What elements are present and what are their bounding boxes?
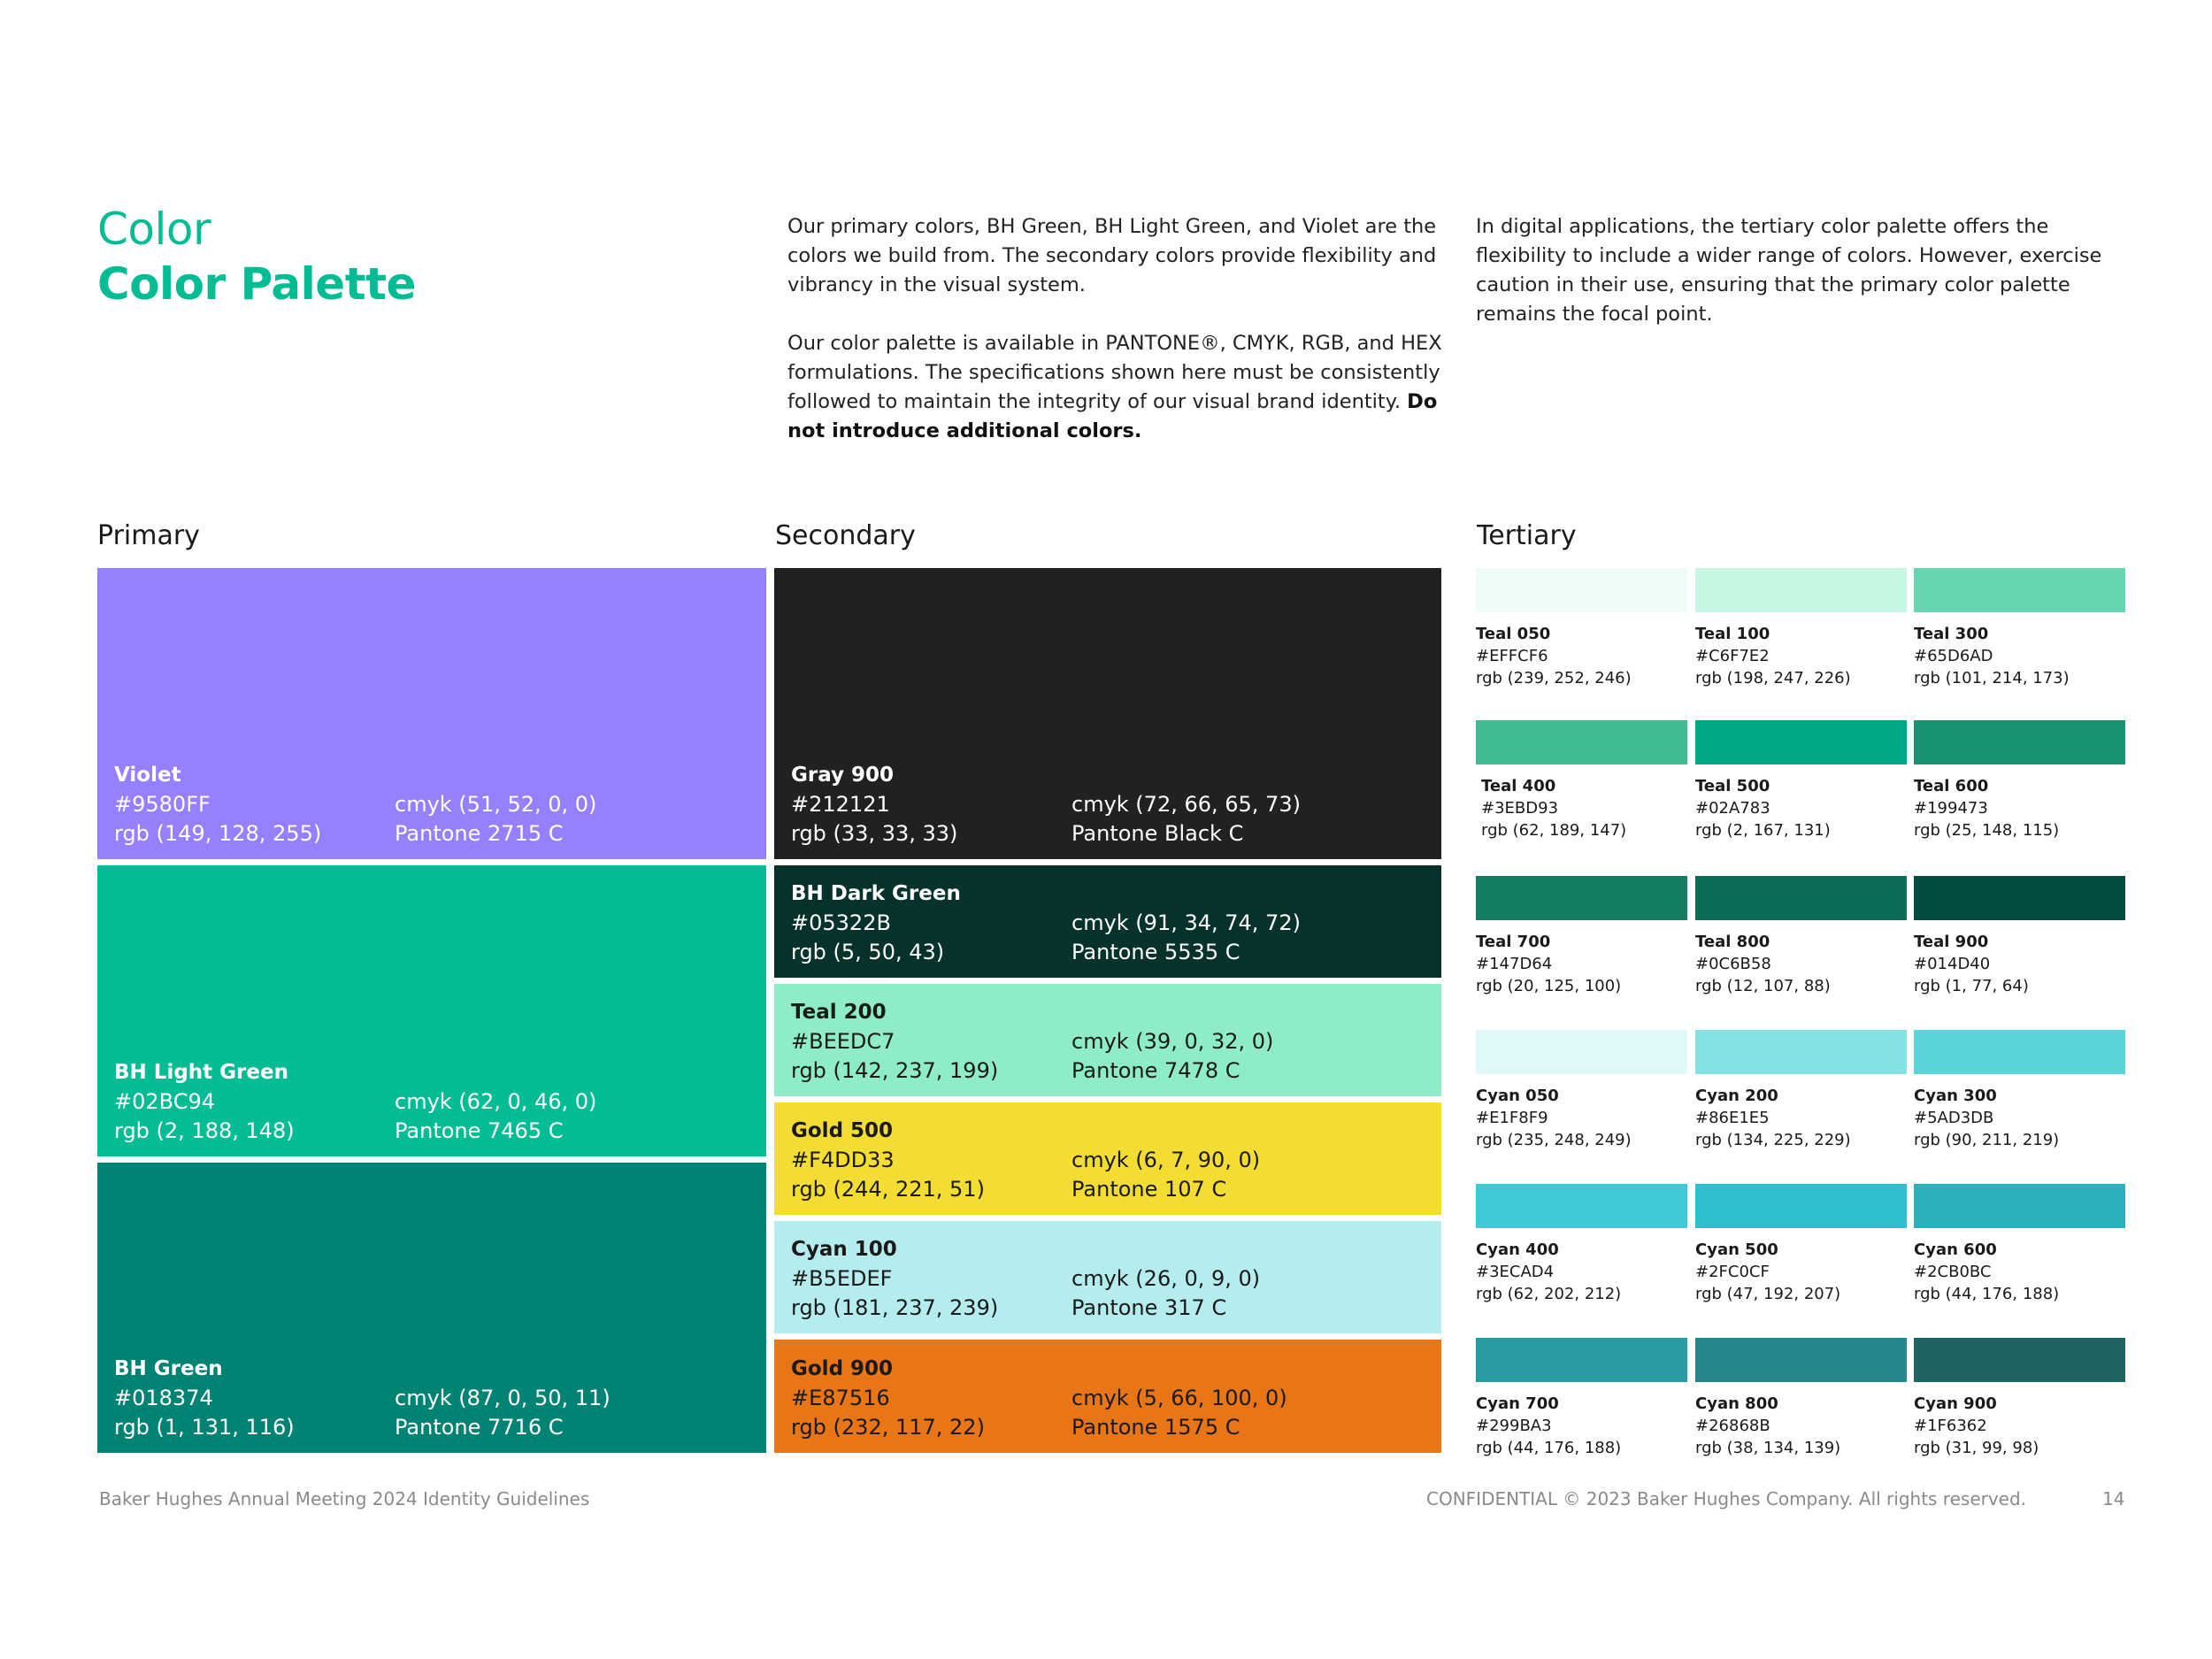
swatch-name: Gold 500 <box>791 1119 894 1142</box>
tertiary-swatch <box>1914 1030 2125 1151</box>
swatch-rgb: rgb (5, 50, 43) <box>791 940 945 964</box>
swatch-hex: #018374 <box>114 1386 213 1410</box>
swatch-hex: #C6F7E2 <box>1695 647 1770 665</box>
tertiary-swatch <box>1914 1338 2125 1459</box>
swatch-rgb: rgb (149, 128, 255) <box>114 821 322 846</box>
swatch-name: Cyan 200 <box>1695 1087 1778 1105</box>
swatch-rgb: rgb (1, 77, 64) <box>1914 977 2029 995</box>
swatch-name: Teal 500 <box>1695 777 1770 795</box>
swatch-rgb: rgb (62, 202, 212) <box>1476 1285 1622 1303</box>
swatch-rgb: rgb (90, 211, 219) <box>1914 1131 2060 1149</box>
swatch-pantone: Pantone 107 C <box>1071 1177 1227 1202</box>
color-chip <box>1695 876 1907 920</box>
swatch-pantone: Pantone 1575 C <box>1071 1415 1240 1440</box>
swatch-rgb: rgb (44, 176, 188) <box>1476 1439 1622 1457</box>
swatch-hex: #1F6362 <box>1914 1417 1987 1435</box>
swatch-hex: #F4DD33 <box>791 1148 895 1172</box>
swatch-cmyk: cmyk (6, 7, 90, 0) <box>1071 1148 1261 1172</box>
swatch-hex: #212121 <box>791 792 890 817</box>
page-title-category: Color <box>97 204 211 255</box>
swatch-rgb: rgb (244, 221, 51) <box>791 1177 985 1202</box>
swatch-hex: #199473 <box>1914 799 1988 818</box>
swatch-cmyk: cmyk (51, 52, 0, 0) <box>395 792 597 817</box>
intro-paragraph: In digital applications, the tertiary color palette offers the flexibility to include a wider range of colors. However, exercise caution in their use, ensuring that the primary color palette remains the focal point. <box>1476 215 2102 326</box>
footer-copyright: CONFIDENTIAL © 2023 Baker Hughes Company. All rights reserved. <box>1426 1488 2027 1509</box>
page-title <box>97 202 416 311</box>
swatch-hex: #E1F8F9 <box>1476 1109 1548 1127</box>
tertiary-swatch <box>1476 1184 1687 1305</box>
intro-warning: Do not introduce additional colors. <box>787 390 1438 442</box>
tertiary-swatch <box>1695 720 1907 841</box>
swatch-name: Teal 100 <box>1695 625 1770 643</box>
swatch-name: Cyan 600 <box>1914 1240 1997 1259</box>
tertiary-swatch <box>1476 1338 1687 1459</box>
swatch-rgb: rgb (62, 189, 147) <box>1481 821 1627 840</box>
swatch-hex: #2FC0CF <box>1695 1263 1770 1281</box>
swatch-hex: #65D6AD <box>1914 647 1993 665</box>
swatch-hex: #299BA3 <box>1476 1417 1552 1435</box>
swatch-name: Teal 050 <box>1476 625 1551 643</box>
swatch-rgb: rgb (1, 131, 116) <box>114 1415 295 1440</box>
color-chip <box>1476 1338 1687 1382</box>
swatch-hex: #2CB0BC <box>1914 1263 1992 1281</box>
swatch-name: Cyan 050 <box>1476 1087 1559 1105</box>
swatch-rgb: rgb (198, 247, 226) <box>1695 669 1851 687</box>
color-chip <box>1914 568 2125 612</box>
swatch-cmyk: cmyk (39, 0, 32, 0) <box>1071 1029 1274 1054</box>
swatch-name: Gold 900 <box>791 1357 894 1380</box>
swatch-rgb: rgb (101, 214, 173) <box>1914 669 2070 687</box>
swatch-cmyk: cmyk (62, 0, 46, 0) <box>395 1089 597 1114</box>
swatch-hex: #B5EDEF <box>791 1266 893 1291</box>
swatch-name: Cyan 700 <box>1476 1394 1559 1413</box>
tertiary-swatch <box>1695 876 1907 997</box>
swatch-cmyk: cmyk (91, 34, 74, 72) <box>1071 910 1301 935</box>
swatch-pantone: Pantone 5535 C <box>1071 940 1240 964</box>
swatch-name: Teal 400 <box>1481 777 1556 795</box>
swatch-name: Teal 600 <box>1914 777 1989 795</box>
intro-column-1 <box>787 212 1442 475</box>
swatch-rgb: rgb (181, 237, 239) <box>791 1295 999 1320</box>
section-label-secondary: Secondary <box>775 520 916 551</box>
color-chip <box>1914 1338 2125 1382</box>
swatch-hex: #EFFCF6 <box>1476 647 1548 665</box>
color-chip <box>1695 1338 1907 1382</box>
swatch-name: Cyan 300 <box>1914 1087 1997 1105</box>
swatch-rgb: rgb (232, 117, 22) <box>791 1415 985 1440</box>
swatch-cmyk: cmyk (87, 0, 50, 11) <box>395 1386 611 1410</box>
swatch-hex: #26868B <box>1695 1417 1770 1435</box>
swatch-name: BH Dark Green <box>791 882 961 905</box>
section-label-primary: Primary <box>97 520 200 551</box>
swatch-hex: #05322B <box>791 910 891 935</box>
swatch-rgb: rgb (142, 237, 199) <box>791 1058 999 1083</box>
color-chip <box>1914 876 2125 920</box>
swatch-name: Teal 800 <box>1695 933 1770 951</box>
page-number: 14 <box>2102 1488 2125 1509</box>
swatch-pantone: Pantone 7478 C <box>1071 1058 1240 1083</box>
swatch-cmyk: cmyk (26, 0, 9, 0) <box>1071 1266 1261 1291</box>
swatch-rgb: rgb (12, 107, 88) <box>1695 977 1831 995</box>
tertiary-swatch <box>1695 1338 1907 1459</box>
color-chip <box>1476 720 1687 764</box>
swatch-hex: #86E1E5 <box>1695 1109 1770 1127</box>
color-chip <box>1914 1030 2125 1074</box>
primary-swatch <box>97 865 766 1156</box>
tertiary-swatch <box>1476 720 1687 841</box>
tertiary-swatch <box>1476 876 1687 997</box>
swatch-rgb: rgb (47, 192, 207) <box>1695 1285 1841 1303</box>
swatch-name: Cyan 100 <box>791 1238 897 1261</box>
secondary-swatch <box>774 568 1441 859</box>
tertiary-swatch <box>1476 1030 1687 1151</box>
tertiary-swatch <box>1914 568 2125 689</box>
color-chip <box>1695 720 1907 764</box>
intro-paragraph: Our primary colors, BH Green, BH Light Green, and Violet are the colors we build from. The secondary colors provide flexibility and vibrancy in the visual system. <box>787 215 1437 296</box>
page-title-main: Color Palette <box>97 258 416 310</box>
secondary-swatch <box>774 865 1441 978</box>
intro-text: Our color palette is available in PANTONE®, CMYK, RGB, and HEX formulations. The specifications shown here must be consistently followed to maintain the integrity of our visual brand identity. <box>787 332 1442 413</box>
secondary-swatch <box>774 1102 1441 1215</box>
swatch-hex: #3EBD93 <box>1481 799 1559 818</box>
swatch-name: BH Light Green <box>114 1061 288 1084</box>
swatch-hex: #0C6B58 <box>1695 955 1771 973</box>
primary-swatch <box>97 568 766 859</box>
swatch-hex: #BEEDC7 <box>791 1029 895 1054</box>
color-chip <box>1695 1030 1907 1074</box>
swatch-name: Teal 300 <box>1914 625 1989 643</box>
secondary-swatch <box>774 1340 1441 1453</box>
tertiary-swatch <box>1914 1184 2125 1305</box>
swatch-name: Violet <box>114 764 181 787</box>
tertiary-swatch <box>1695 1030 1907 1151</box>
swatch-pantone: Pantone 7465 C <box>395 1118 564 1143</box>
swatch-name: Gray 900 <box>791 764 895 787</box>
swatch-pantone: Pantone Black C <box>1071 821 1244 846</box>
swatch-hex: #014D40 <box>1914 955 1991 973</box>
swatch-pantone: Pantone 317 C <box>1071 1295 1227 1320</box>
swatch-cmyk: cmyk (72, 66, 65, 73) <box>1071 792 1301 817</box>
swatch-rgb: rgb (2, 167, 131) <box>1695 821 1831 840</box>
swatch-rgb: rgb (20, 125, 100) <box>1476 977 1622 995</box>
swatch-hex: #9580FF <box>114 792 211 817</box>
color-chip <box>1914 720 2125 764</box>
swatch-rgb: rgb (38, 134, 139) <box>1695 1439 1841 1457</box>
swatch-name: Teal 200 <box>791 1001 887 1024</box>
swatch-hex: #02BC94 <box>114 1089 215 1114</box>
swatch-pantone: Pantone 7716 C <box>395 1415 564 1440</box>
secondary-swatch <box>774 1221 1441 1333</box>
swatch-rgb: rgb (134, 225, 229) <box>1695 1131 1851 1149</box>
secondary-swatch <box>774 984 1441 1096</box>
swatch-name: Cyan 900 <box>1914 1394 1997 1413</box>
primary-swatch <box>97 1163 766 1453</box>
swatch-rgb: rgb (25, 148, 115) <box>1914 821 2060 840</box>
swatch-name: Teal 900 <box>1914 933 1989 951</box>
swatch-rgb: rgb (33, 33, 33) <box>791 821 958 846</box>
swatch-pantone: Pantone 2715 C <box>395 821 564 846</box>
swatch-name: Teal 700 <box>1476 933 1551 951</box>
tertiary-swatch <box>1695 1184 1907 1305</box>
swatch-rgb: rgb (239, 252, 246) <box>1476 669 1632 687</box>
tertiary-swatch <box>1695 568 1907 689</box>
color-chip <box>1914 1184 2125 1228</box>
swatch-rgb: rgb (235, 248, 249) <box>1476 1131 1632 1149</box>
footer-document-title: Baker Hughes Annual Meeting 2024 Identity Guidelines <box>99 1488 590 1509</box>
swatch-hex: #147D64 <box>1476 955 1553 973</box>
color-chip <box>1476 568 1687 612</box>
swatch-name: Cyan 800 <box>1695 1394 1778 1413</box>
swatch-hex: #E87516 <box>791 1386 890 1410</box>
swatch-name: BH Green <box>114 1357 223 1380</box>
swatch-hex: #3ECAD4 <box>1476 1263 1555 1281</box>
section-label-tertiary: Tertiary <box>1477 520 1577 551</box>
swatch-hex: #5AD3DB <box>1914 1109 1994 1127</box>
color-chip <box>1476 1030 1687 1074</box>
swatch-hex: #02A783 <box>1695 799 1770 818</box>
color-chip <box>1476 876 1687 920</box>
tertiary-swatch <box>1914 876 2125 997</box>
swatch-name: Cyan 400 <box>1476 1240 1559 1259</box>
intro-paragraph <box>787 329 1442 446</box>
intro-column-2 <box>1476 212 2138 358</box>
swatch-rgb: rgb (2, 188, 148) <box>114 1118 295 1143</box>
swatch-cmyk: cmyk (5, 66, 100, 0) <box>1071 1386 1287 1410</box>
color-chip <box>1695 568 1907 612</box>
color-chip <box>1695 1184 1907 1228</box>
swatch-name: Cyan 500 <box>1695 1240 1778 1259</box>
swatch-rgb: rgb (31, 99, 98) <box>1914 1439 2039 1457</box>
color-chip <box>1476 1184 1687 1228</box>
tertiary-swatch <box>1476 568 1687 689</box>
swatch-rgb: rgb (44, 176, 188) <box>1914 1285 2060 1303</box>
tertiary-swatch <box>1914 720 2125 841</box>
